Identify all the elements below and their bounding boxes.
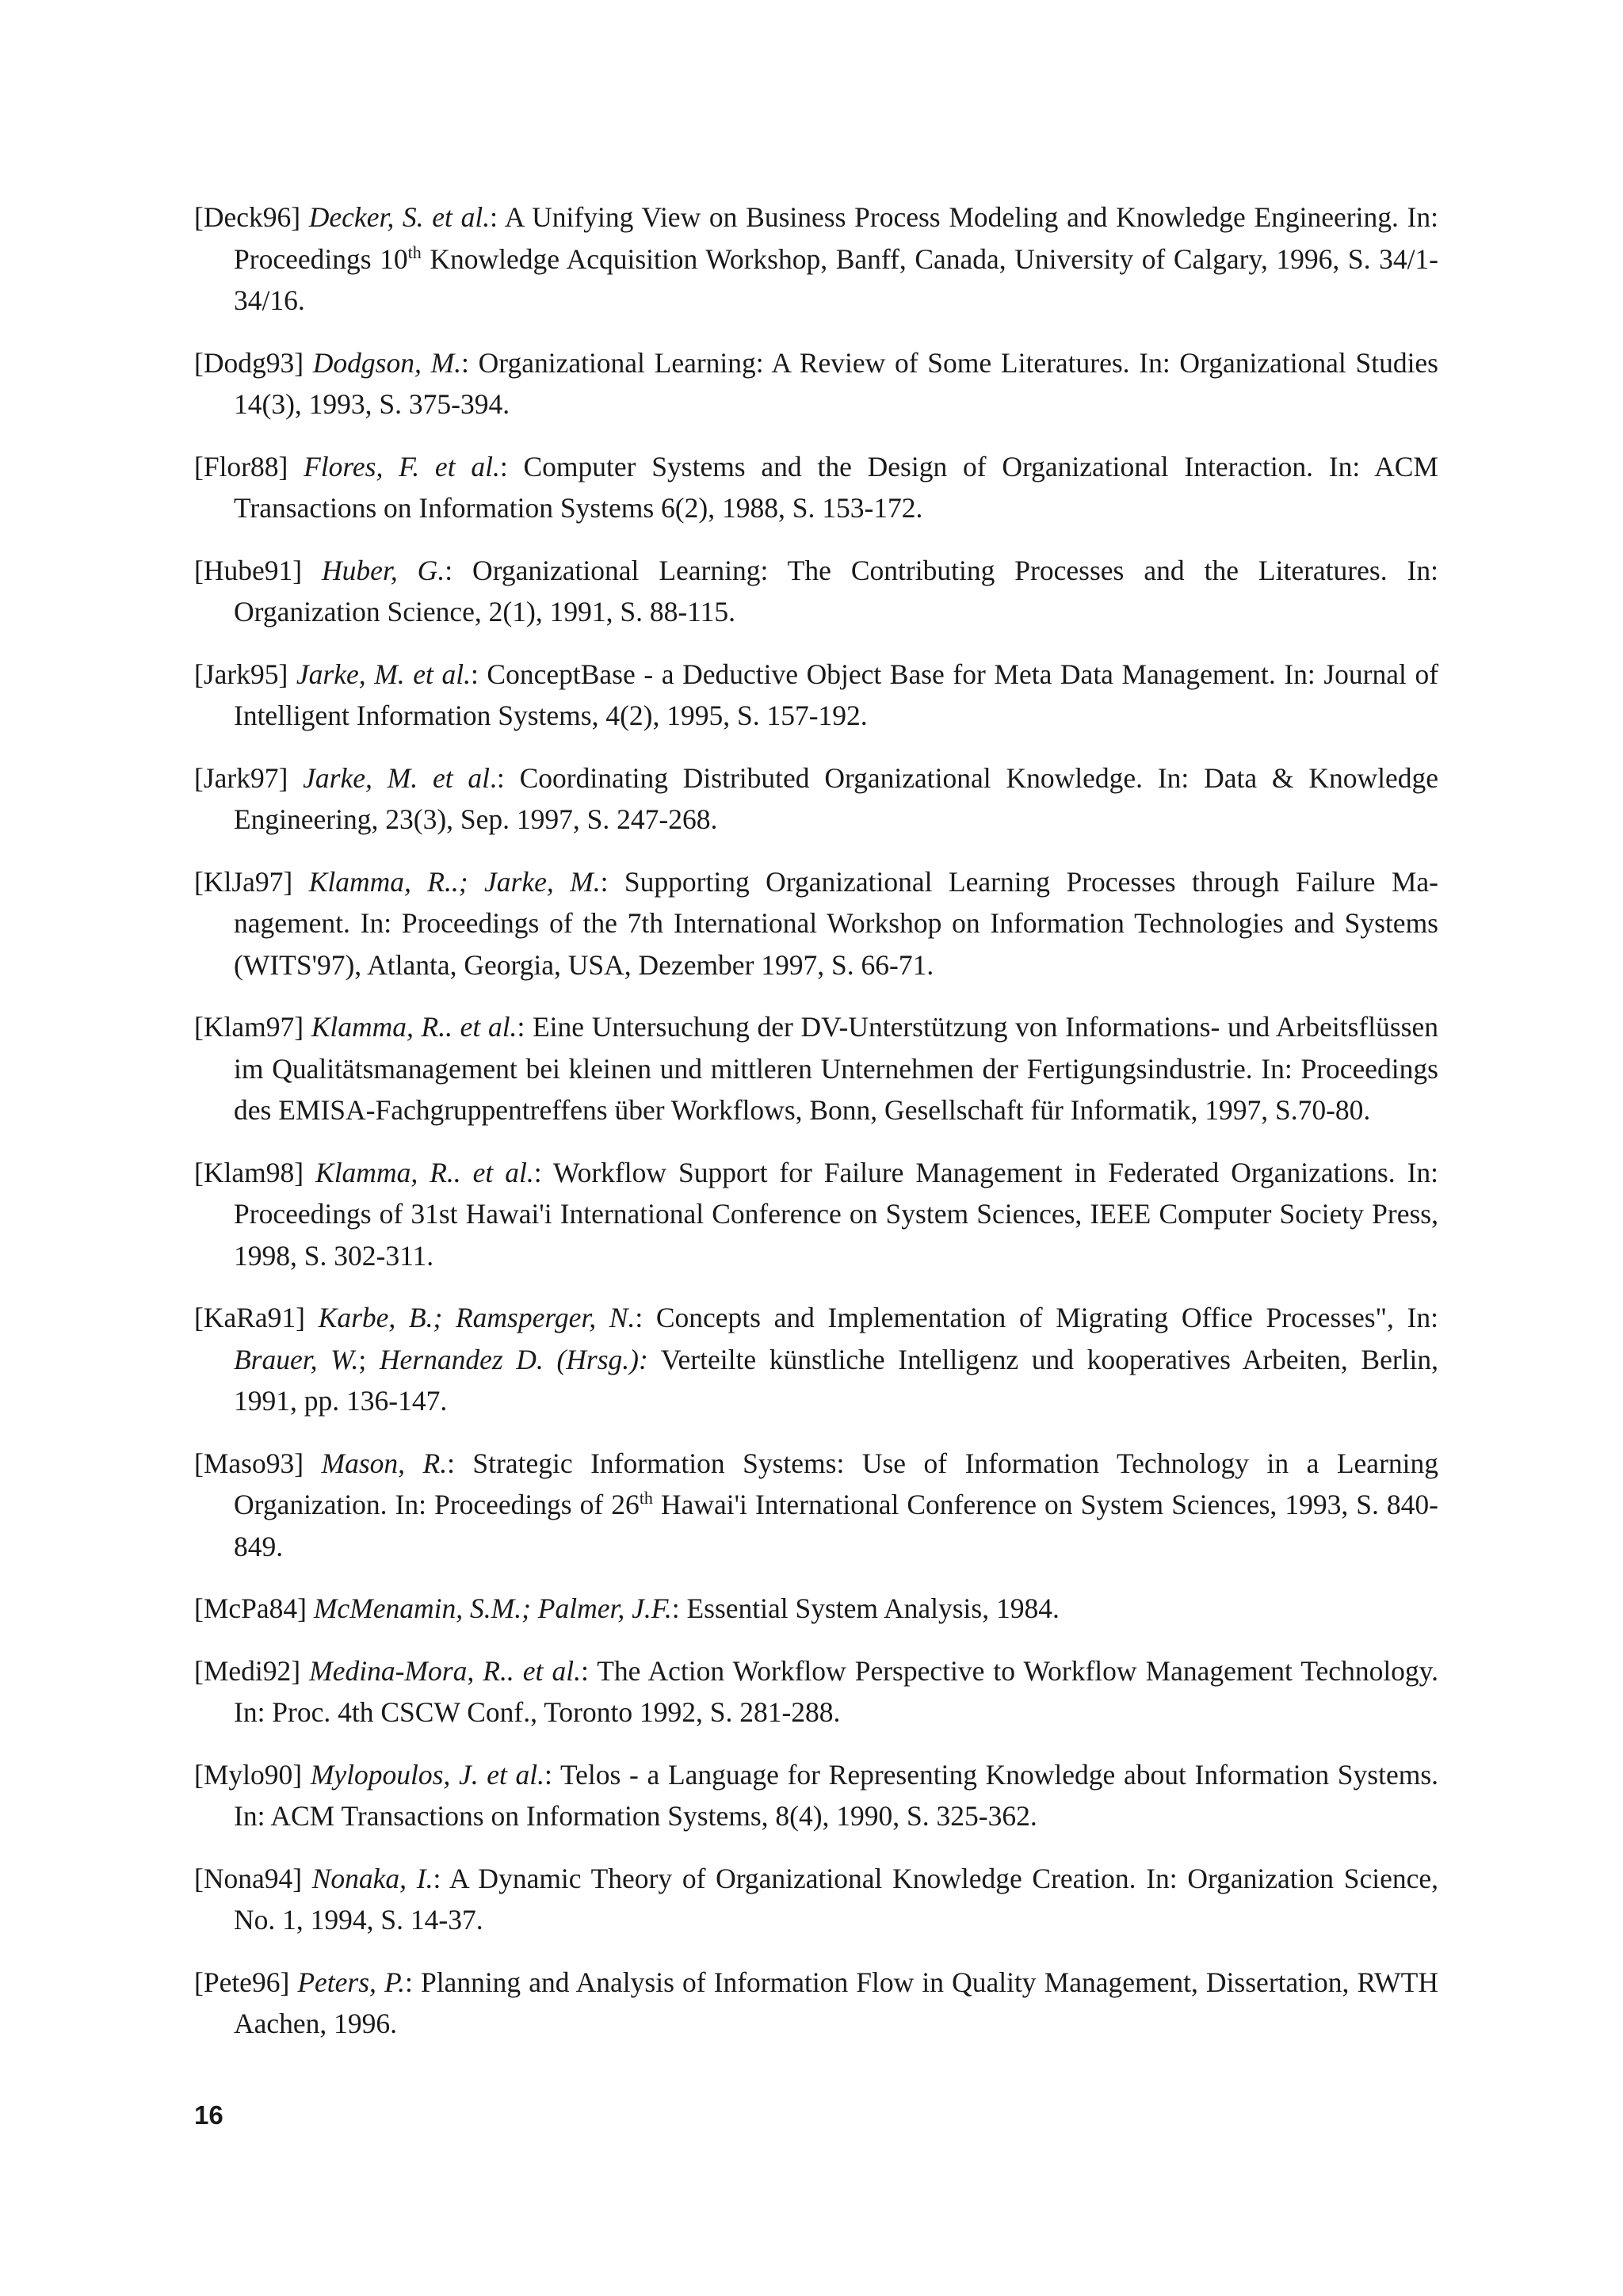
reference-authors: McMenamin, S.M.; Palmer, J.F.: [313, 1592, 672, 1624]
reference-entry: [194, 342, 1438, 425]
reference-text: : Organizational Learning: The Contributing Processes and the Literatures. In: Organization Science, 2(1), 1991, S. 88-115.: [234, 554, 1438, 627]
superscript: th: [639, 1488, 653, 1508]
page-number: 16: [194, 2100, 223, 2130]
reference-key: [KlJa97]: [194, 865, 293, 898]
reference-key: [KaRa91]: [194, 1302, 305, 1333]
reference-entry: [194, 1754, 1438, 1837]
reference-text: : ConceptBase - a Deductive Object Base for Meta Data Management. In: Journal of Intelligent Information Systems, 4(2), 1995, S. 157-192.: [234, 658, 1439, 731]
reference-authors: Dodgson, M.: [312, 346, 462, 379]
reference-authors: Decker, S. et al.: [308, 201, 491, 233]
reference-key: [Deck96]: [194, 201, 301, 233]
reference-authors: Flores, F. et al.: [304, 450, 500, 482]
reference-entry: [194, 861, 1438, 986]
reference-text: : Telos - a Language for Representing Knowledge about Information Systems. In: ACM Transactions on Information Systems, 8(4), 1990, S. 325-362.: [234, 1758, 1439, 1832]
reference-entry: [194, 1858, 1438, 1941]
reference-text: : The Action Workflow Perspective to Workflow Management Technology. In: Proc. 4th CSCW Conf., Toronto 1992, S. 281-288.: [234, 1654, 1438, 1728]
reference-authors: Klamma, R.. et al.: [311, 1011, 517, 1043]
reference-entry: [194, 654, 1438, 737]
reference-key: [Mylo90]: [194, 1758, 303, 1791]
reference-entry: [194, 446, 1438, 529]
reference-authors: Mason, R.: [321, 1447, 448, 1479]
reference-text: : Eine Untersuchung der DV-Unterstützung von Informations- und Arbeitsflüssen im Qualitätsmanagement bei kleinen und mittleren Unternehmen der Fertigungsindustrie. In: Proceedings des EMISA-Fachgruppentreffens über Workflows, Bonn, Gesellschaft für Informatik, 1997, S.70-80.: [234, 1011, 1438, 1126]
reference-key: [Pete96]: [194, 1966, 290, 1998]
reference-entry: [194, 196, 1438, 322]
reference-text: : A Unifying View on Business Process Modeling and Knowledge Engineering. In: Proceedings 10: [234, 201, 1438, 275]
reference-entry: [194, 1006, 1438, 1131]
reference-text: : Organizational Learning: A Review of Some Literatures. In: Organizational Studies 14(3), 1993, S. 375-394.: [234, 346, 1438, 420]
reference-entry: [194, 550, 1438, 633]
superscript: th: [407, 242, 422, 262]
reference-text: Verteilte künstliche Intelligenz und kooperatives Arbeiten, Berlin, 1991, pp. 136-147.: [234, 1343, 1439, 1417]
reference-entry: [194, 1588, 1438, 1630]
reference-key: [Hube91]: [194, 554, 303, 586]
reference-entry: [194, 1297, 1438, 1422]
reference-editor: Brauer, W.: [234, 1343, 359, 1375]
reference-text: Hawai'i International Conference on System Sciences, 1993, S. 840-849.: [234, 1489, 1438, 1562]
reference-authors: Jarke, M. et al.: [296, 658, 471, 690]
reference-key: [Jark95]: [194, 658, 288, 690]
reference-key: [Medi92]: [194, 1654, 301, 1687]
reference-editor: Hernandez D. (Hrsg.):: [379, 1343, 648, 1375]
reference-key: [Klam97]: [194, 1011, 304, 1043]
reference-authors: Nonaka, I.: [311, 1862, 433, 1894]
reference-key: [Dodg93]: [194, 346, 304, 379]
reference-authors: Karbe, B.; Ramsperger, N.: [318, 1302, 636, 1333]
reference-text: : Computer Systems and the Design of Organizational Interaction. In: ACM Transactions on Information Systems 6(2), 1988, S. 153-172.: [234, 450, 1438, 524]
reference-key: [Nona94]: [194, 1862, 303, 1894]
reference-authors: Mylopoulos, J. et al.: [310, 1758, 545, 1791]
reference-text: : A Dynamic Theory of Organizational Knowledge Creation. In: Organization Science, No. 1, 1994, S. 14-37.: [234, 1862, 1438, 1936]
reference-key: [Maso93]: [194, 1447, 304, 1479]
reference-key: [McPa84]: [194, 1592, 307, 1624]
reference-text: : Essential System Analysis, 1984.: [671, 1592, 1060, 1624]
reference-entry: [194, 757, 1438, 841]
reference-text: : Concepts and Implementation of Migrating Office Processes", In:: [635, 1302, 1438, 1333]
reference-authors: Klamma, R.. et al.: [315, 1156, 534, 1188]
reference-text: : Strategic Information Systems: Use of Information Technology in a Learning Organization. In: Proceedings of 26: [234, 1447, 1438, 1520]
reference-key: [Flor88]: [194, 450, 288, 482]
reference-key: [Jark97]: [194, 761, 288, 794]
reference-authors: Jarke, M. et al: [303, 761, 491, 794]
reference-text: : Workflow Support for Failure Management in Federated Organizations. In: Proceedings of 31st Hawai'i International Conference on System Sciences, IEEE Computer Society Press, 1998, S. 302-311.: [234, 1156, 1439, 1272]
reference-text: : Supporting Organizational Learning Processes through Failure Management. In: Proceedings of the 7th International Workshop on Information Technologies and Systems (WITS'97), Atlanta, Georgia, USA, Dezember 1997, S. 66-71.: [234, 865, 1438, 981]
reference-entry: [194, 1650, 1438, 1733]
reference-list: [194, 196, 1438, 2065]
reference-text: Knowledge Acquisition Workshop, Banff, Canada, University of Calgary, 1996, S. 34/1-34/16.: [234, 242, 1439, 316]
reference-text: .: Coordinating Distributed Organizational Knowledge. In: Data & Knowledge Engineering, 23(3), Sep. 1997, S. 247-268.: [234, 761, 1439, 835]
reference-entry: [194, 1443, 1438, 1568]
reference-text: ;: [358, 1343, 380, 1375]
reference-authors: Peters, P.: [297, 1966, 405, 1998]
reference-authors: Medina-Mora, R.. et al.: [309, 1654, 581, 1687]
reference-authors: Huber, G.: [322, 554, 445, 586]
reference-authors: Klamma, R..; Jarke, M.: [308, 865, 601, 898]
reference-key: [Klam98]: [194, 1156, 304, 1188]
reference-entry: [194, 1962, 1438, 2045]
reference-text: : Planning and Analysis of Information Flow in Quality Management, Dissertation, RWTH Aachen, 1996.: [234, 1966, 1438, 2039]
reference-entry: [194, 1152, 1438, 1277]
